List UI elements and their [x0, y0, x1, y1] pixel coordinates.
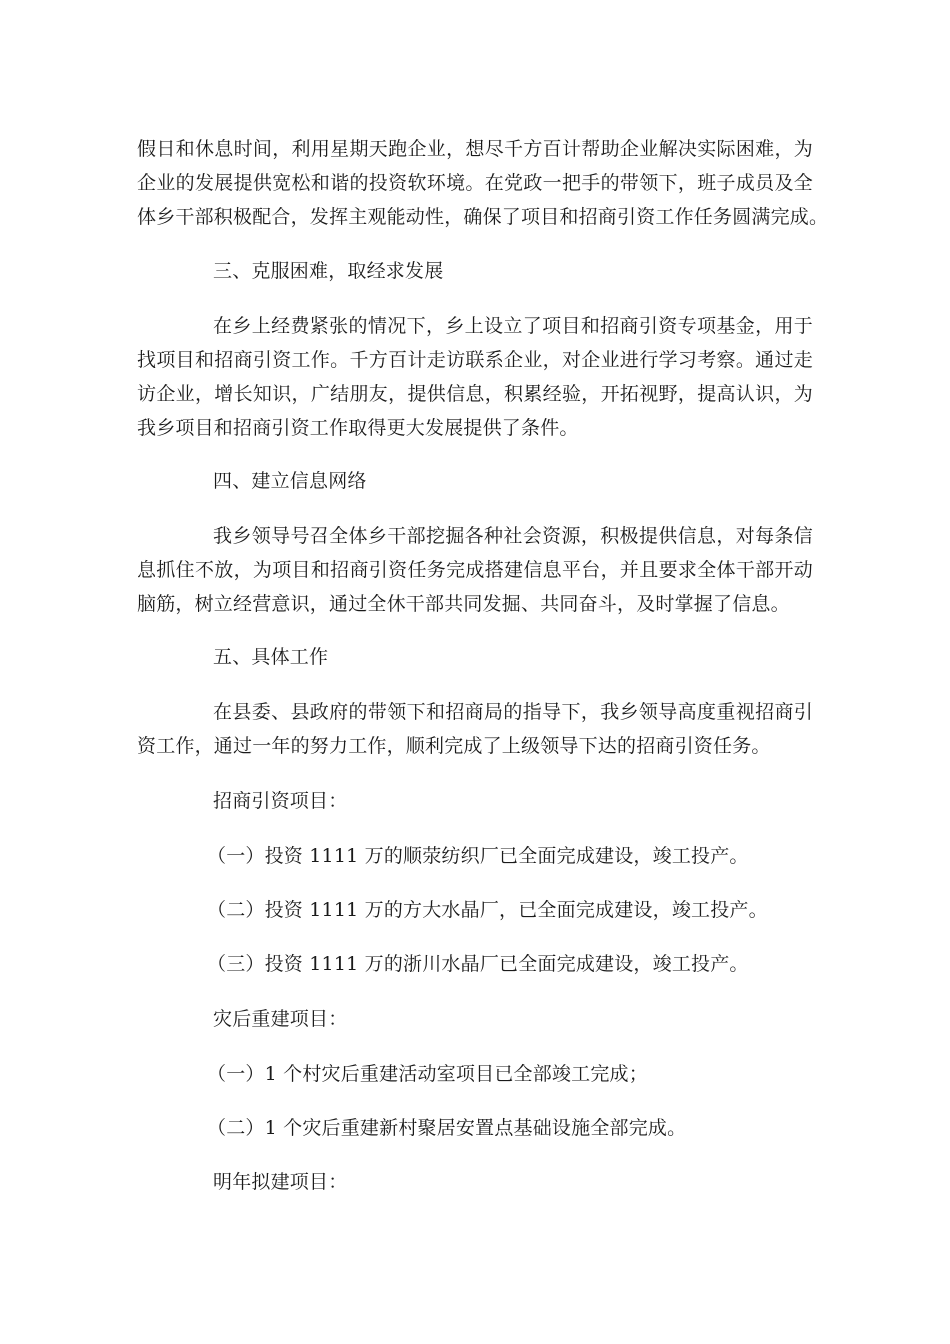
subsection-label: 灾后重建项目：: [213, 1008, 348, 1030]
list-item: （一）投资 1111 万的顺荥纺织厂已全面完成建设，竣工投产。: [207, 845, 749, 867]
list-item: （一）1 个村灾后重建活动室项目已全部竣工完成；: [207, 1063, 648, 1085]
list-item: （二）1 个灾后重建新村聚居安置点基础设施全部完成。: [207, 1117, 687, 1139]
paragraph-line: 访企业，增长知识，广结朋友，提供信息，积累经验，开拓视野，提高认识，为: [137, 383, 813, 405]
paragraph-line: 息抓住不放，为项目和招商引资任务完成搭建信息平台，并且要求全体干部开动: [137, 559, 813, 581]
section-heading: 四、建立信息网络: [213, 470, 367, 492]
paragraph-line: 我乡项目和招商引资工作取得更大发展提供了条件。: [137, 417, 579, 439]
list-item: （二）投资 1111 万的方大水晶厂，已全面完成建设，竣工投产。: [207, 899, 768, 921]
paragraph-line: 找项目和招商引资工作。千方百计走访联系企业，对企业进行学习考察。通过走: [137, 349, 813, 371]
paragraph-line: 脑筋，树立经营意识，通过全休干部共同发掘、共同奋斗，及时掌握了信息。: [137, 593, 790, 615]
paragraph-line: 资工作，通过一年的努力工作，顺利完成了上级领导下达的招商引资任务。: [137, 735, 771, 757]
paragraph-line: 在县委、县政府的带领下和招商局的指导下，我乡领导高度重视招商引: [213, 701, 813, 723]
paragraph-line: 企业的发展提供宽松和谐的投资软环境。在党政一把手的带领下，班子成员及全: [137, 172, 813, 194]
section-heading: 三、克服困难，取经求发展: [213, 260, 444, 282]
paragraph-line: 在乡上经费紧张的情况下，乡上设立了项目和招商引资专项基金，用于: [213, 315, 813, 337]
section-heading: 五、具体工作: [213, 646, 329, 668]
subsection-label: 明年拟建项目：: [213, 1171, 348, 1193]
subsection-label: 招商引资项目：: [213, 790, 348, 812]
paragraph-line: 体乡干部积极配合，发挥主观能动性，确保了项目和招商引资工作任务圆满完成。: [137, 206, 829, 228]
paragraph-line: 我乡领导号召全体乡干部挖掘各种社会资源，积极提供信息，对每条信: [213, 525, 813, 547]
list-item: （三）投资 1111 万的浙川水晶厂已全面完成建设，竣工投产。: [207, 953, 749, 975]
paragraph-line: 假日和休息时间，利用星期天跑企业，想尽千方百计帮助企业解决实际困难，为: [137, 138, 813, 160]
